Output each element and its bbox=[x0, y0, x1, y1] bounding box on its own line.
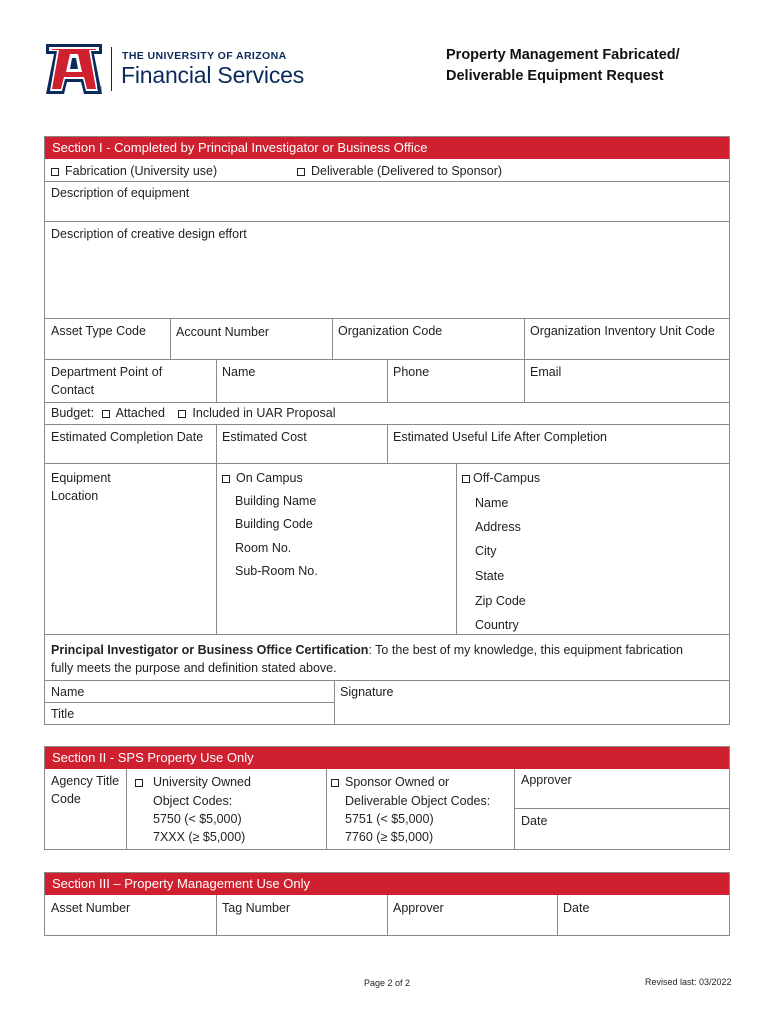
contact-phone-field[interactable]: Phone bbox=[393, 365, 430, 379]
deliverable-label: Deliverable (Delivered to Sponsor) bbox=[311, 164, 503, 178]
on-campus-label: On Campus bbox=[236, 471, 303, 485]
off-campus-zip-code-field[interactable]: Zip Code bbox=[475, 594, 526, 608]
estimated-useful-life-field[interactable]: Estimated Useful Life After Completion bbox=[393, 430, 607, 444]
estimated-completion-date-field[interactable]: Estimated Completion Date bbox=[51, 430, 204, 444]
account-number-field[interactable]: Account Number bbox=[176, 325, 270, 339]
budget-attached-checkbox[interactable] bbox=[102, 410, 110, 418]
university-owned-label: University Owned bbox=[153, 775, 251, 789]
off-campus-address-field[interactable]: Address bbox=[475, 520, 521, 534]
org-inventory-unit-code-field[interactable]: Organization Inventory Unit Code bbox=[530, 324, 715, 338]
building-code-field[interactable]: Building Code bbox=[235, 517, 313, 531]
university-name: THE UNIVERSITY OF ARIZONA bbox=[122, 50, 287, 62]
section-2-heading: Section II - SPS Property Use Only bbox=[45, 747, 729, 769]
tag-number-field[interactable]: Tag Number bbox=[222, 901, 291, 915]
deliverable-checkbox[interactable] bbox=[297, 168, 305, 176]
section-3-approver-field[interactable]: Approver bbox=[393, 901, 444, 915]
document-title-line-1: Property Management Fabricated/ bbox=[446, 47, 680, 63]
section-1 bbox=[44, 136, 730, 725]
department-name: Financial Services bbox=[121, 62, 305, 88]
contact-name-field[interactable]: Name bbox=[222, 365, 256, 379]
revision-date: Revised last: 03/2022 bbox=[645, 977, 732, 987]
budget-attached-label: Attached bbox=[115, 406, 165, 420]
section-2-date-field[interactable]: Date bbox=[521, 814, 548, 828]
section-1-heading: Section I - Completed by Principal Investigator or Business Office bbox=[45, 137, 729, 159]
budget-row bbox=[51, 404, 336, 422]
organization-code-field[interactable]: Organization Code bbox=[338, 324, 443, 338]
document-title-line-2: Deliverable Equipment Request bbox=[446, 68, 664, 84]
off-campus-city-field[interactable]: City bbox=[475, 544, 497, 558]
certifier-name-field[interactable]: Name bbox=[51, 685, 85, 699]
sponsor-owned-option[interactable] bbox=[331, 773, 449, 791]
sponsor-owned-checkbox[interactable] bbox=[331, 779, 339, 787]
university-owned-option[interactable] bbox=[135, 773, 251, 791]
logo-divider bbox=[111, 47, 112, 91]
budget-included-checkbox[interactable] bbox=[178, 410, 186, 418]
on-campus-checkbox[interactable] bbox=[222, 475, 230, 483]
room-number-field[interactable]: Room No. bbox=[235, 541, 292, 555]
section-3-heading: Section III – Property Management Use Only bbox=[45, 873, 729, 895]
certification-title: Principal Investigator or Business Office Certification bbox=[51, 643, 369, 657]
estimated-cost-field[interactable]: Estimated Cost bbox=[222, 430, 307, 444]
equipment-location-label: Equipment Location bbox=[51, 471, 111, 503]
building-name-field[interactable]: Building Name bbox=[235, 494, 317, 508]
fabrication-option[interactable] bbox=[51, 162, 217, 180]
off-campus-option[interactable] bbox=[462, 469, 540, 487]
section-2 bbox=[44, 746, 730, 850]
description-of-creative-design-field[interactable]: Description of creative design effort bbox=[51, 227, 247, 241]
sponsor-object-codes: Deliverable Object Codes: 5751 (< $5,000) 7760 (≥ $5,000) bbox=[345, 794, 491, 844]
agency-title-code-label: Agency Title Code bbox=[51, 774, 120, 806]
section-3 bbox=[44, 872, 730, 936]
off-campus-state-field[interactable]: State bbox=[475, 569, 505, 583]
fabrication-checkbox[interactable] bbox=[51, 168, 59, 176]
university-a-logo bbox=[46, 44, 102, 94]
section-3-date-field[interactable]: Date bbox=[563, 901, 590, 915]
budget-label: Budget: bbox=[51, 406, 95, 420]
asset-type-code-field[interactable]: Asset Type Code bbox=[51, 324, 146, 338]
university-owned-checkbox[interactable] bbox=[135, 779, 143, 787]
on-campus-option[interactable] bbox=[222, 469, 303, 487]
page-number: Page 2 of 2 bbox=[364, 978, 411, 988]
department-point-of-contact-label: Department Point of Contact bbox=[51, 365, 163, 397]
off-campus-country-field[interactable]: Country bbox=[475, 618, 519, 632]
contact-email-field[interactable]: Email bbox=[530, 365, 562, 379]
off-campus-label: Off-Campus bbox=[473, 471, 541, 485]
document-title bbox=[446, 45, 746, 87]
description-of-equipment-field[interactable]: Description of equipment bbox=[51, 186, 190, 200]
certifier-title-field[interactable]: Title bbox=[51, 707, 75, 721]
budget-included-label: Included in UAR Proposal bbox=[192, 406, 336, 420]
off-campus-checkbox[interactable] bbox=[462, 475, 470, 483]
sponsor-owned-label: Sponsor Owned or bbox=[345, 775, 450, 789]
deliverable-option[interactable] bbox=[297, 162, 502, 180]
fabrication-label: Fabrication (University use) bbox=[65, 164, 218, 178]
registered-mark: ® bbox=[97, 86, 103, 93]
signature-field[interactable]: Signature bbox=[340, 685, 394, 699]
university-object-codes: Object Codes: 5750 (< $5,000) 7XXX (≥ $5,000) bbox=[153, 794, 246, 844]
off-campus-name-field[interactable]: Name bbox=[475, 496, 509, 510]
certification-statement: Principal Investigator or Business Office Certification: To the best of my knowledge, this equipment fabrication fully meets the purpose and definition stated above. bbox=[51, 643, 683, 675]
asset-number-field[interactable]: Asset Number bbox=[51, 901, 131, 915]
sub-room-number-field[interactable]: Sub-Room No. bbox=[235, 564, 318, 578]
section-2-approver-field[interactable]: Approver bbox=[521, 773, 572, 787]
